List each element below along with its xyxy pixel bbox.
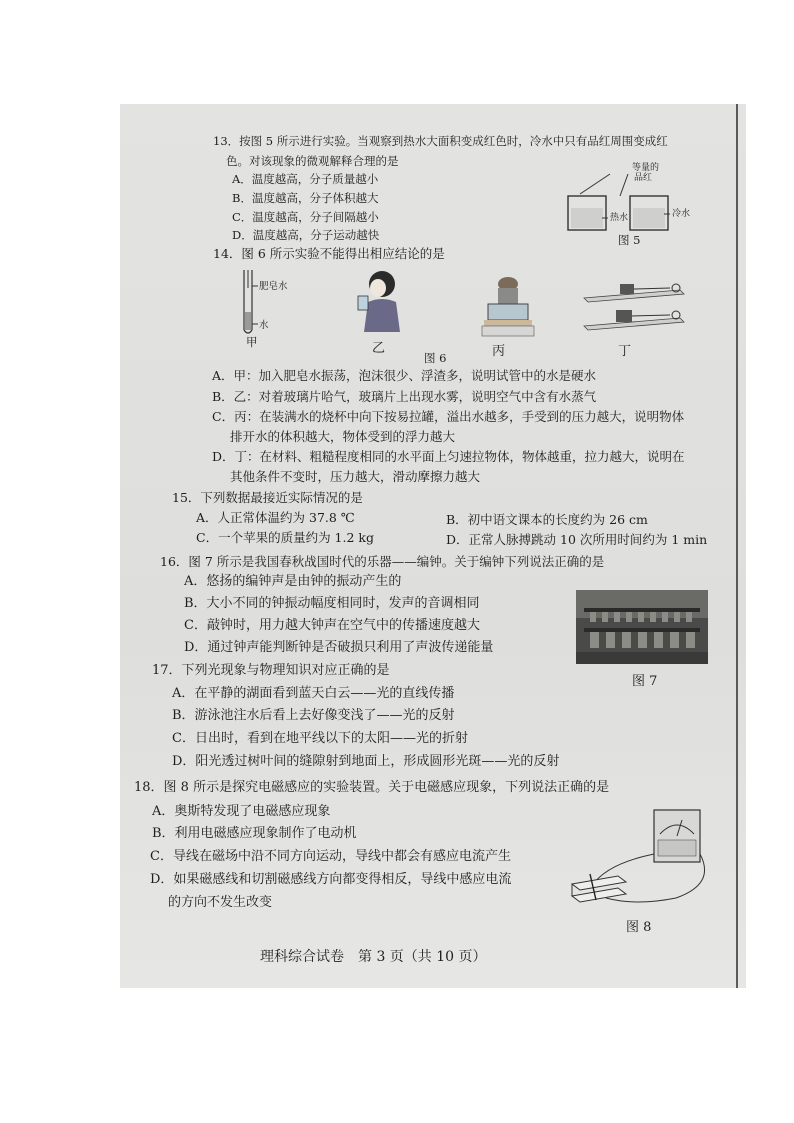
fig5-caption: 图 5 (618, 233, 641, 247)
fig7-caption: 图 7 (632, 674, 658, 689)
q15-option-a: A．人正常体温约为 37.8 ℃ (196, 510, 355, 525)
q14-option-d: D．丁：在材料、粗糙程度相同的水平面上匀速拉物体，物体越重，拉力越大，说明在 (212, 449, 685, 464)
q16-stem: 16．图 7 所示是我国春秋战国时代的乐器——编钟。关于编钟下列说法正确的是 (160, 554, 605, 569)
q17-option-d: D．阳光透过树叶间的缝隙射到地面上，形成圆形光斑——光的反射 (172, 754, 560, 769)
q18-option-c: C．导线在磁场中沿不同方向运动，导线中都会有感应电流产生 (150, 849, 511, 864)
fig5-label-hot: 热水 (610, 213, 629, 223)
q13-option-a: A．温度越高，分子质量越小 (232, 172, 379, 186)
q14-option-c: C．丙：在装满水的烧杯中向下按易拉罐，溢出水越多，手受到的压力越大，说明物体 (212, 409, 685, 424)
figure-7-bianzhong-photo (576, 590, 708, 664)
q15-stem: 15．下列数据最接近实际情况的是 (172, 490, 363, 505)
q15-option-b: B．初中语文课本的长度约为 26 cm (446, 512, 648, 527)
fig5-label-pinhong-1: 等量的 (632, 163, 660, 173)
fig6-caption: 图 6 (424, 351, 447, 365)
fig6-label-water: 水 (259, 320, 269, 331)
fig6-label-soap: 肥皂水 (259, 281, 288, 292)
exam-page (120, 104, 746, 988)
fig6-label-bing: 丙 (492, 344, 506, 359)
fig6-label-yi: 乙 (372, 341, 386, 356)
figure-6-bing-beaker (480, 274, 540, 340)
q16-option-c: C．敲钟时，用力越大钟声在空气中的传播速度越大 (184, 618, 480, 633)
q17-option-c: C．日出时，看到在地平线以下的太阳——光的折射 (172, 731, 468, 746)
q16-option-a: A．悠扬的编钟声是由钟的振动产生的 (184, 574, 402, 589)
q13-stem-cont: 色。对该现象的微观解释合理的是 (226, 154, 399, 168)
fig5-label-cold: 冷水 (672, 209, 691, 219)
fig6-label-jia: 甲 (246, 335, 258, 349)
q18-option-a: A．奥斯特发现了电磁感应现象 (152, 804, 331, 819)
q14-option-a: A．甲：加入肥皂水振荡，泡沫很少、浮渣多，说明试管中的水是硬水 (212, 368, 597, 383)
q14-option-d-cont: 其他条件不变时，压力越大，滑动摩擦力越大 (230, 469, 481, 484)
q16-option-d: D．通过钟声能判断钟是否破损只利用了声波传递能量 (184, 640, 494, 655)
q17-option-a: A．在平静的湖面看到蓝天白云——光的直线传播 (172, 686, 455, 701)
q13-stem: 13．按图 5 所示进行实验。当观察到热水大面积变成红色时，冷水中只有品红周围变成红 (213, 134, 668, 148)
q14-stem: 14．图 6 所示实验不能得出相应结论的是 (213, 246, 445, 261)
q15-option-d: D．正常人脉搏跳动 10 次所用时间约为 1 min (446, 532, 708, 547)
q13-option-d: D．温度越高，分子运动越快 (232, 228, 380, 242)
q13-option-c: C．温度越高，分子间隔越小 (232, 210, 379, 224)
figure-6-yi-girl-blowing (350, 266, 410, 334)
q13-option-b: B．温度越高，分子体积越大 (232, 191, 379, 205)
q17-stem: 17．下列光现象与物理知识对应正确的是 (152, 663, 390, 678)
q14-option-c-cont: 排开水的体积越大，物体受到的浮力越大 (230, 429, 456, 444)
q16-option-b: B．大小不同的钟振动幅度相同时，发声的音调相同 (184, 596, 480, 611)
q18-stem: 18．图 8 所示是探究电磁感应的实验装置。关于电磁感应现象，下列说法正确的是 (134, 780, 610, 795)
q18-option-b: B．利用电磁感应现象制作了电动机 (152, 826, 357, 841)
page-footer: 理科综合试卷 第 3 页（共 10 页） (260, 949, 487, 965)
q15-option-c: C．一个苹果的质量约为 1.2 kg (196, 530, 374, 545)
figure-6-ding-friction-boards (580, 280, 700, 340)
fig8-caption: 图 8 (626, 920, 652, 935)
figure-8-induction-apparatus (566, 804, 716, 914)
fig6-label-ding: 丁 (618, 344, 632, 359)
q18-option-d-cont: 的方向不发生改变 (168, 895, 273, 910)
q17-option-b: B．游泳池注水后看上去好像变浅了——光的反射 (172, 708, 455, 723)
fig5-label-pinhong-2: 品红 (634, 173, 653, 183)
q14-option-b: B．乙：对着玻璃片哈气，玻璃片上出现水雾，说明空气中含有水蒸气 (212, 389, 597, 404)
q18-option-d: D．如果磁感线和切割磁感线方向都变得相反，导线中感应电流 (150, 872, 512, 887)
